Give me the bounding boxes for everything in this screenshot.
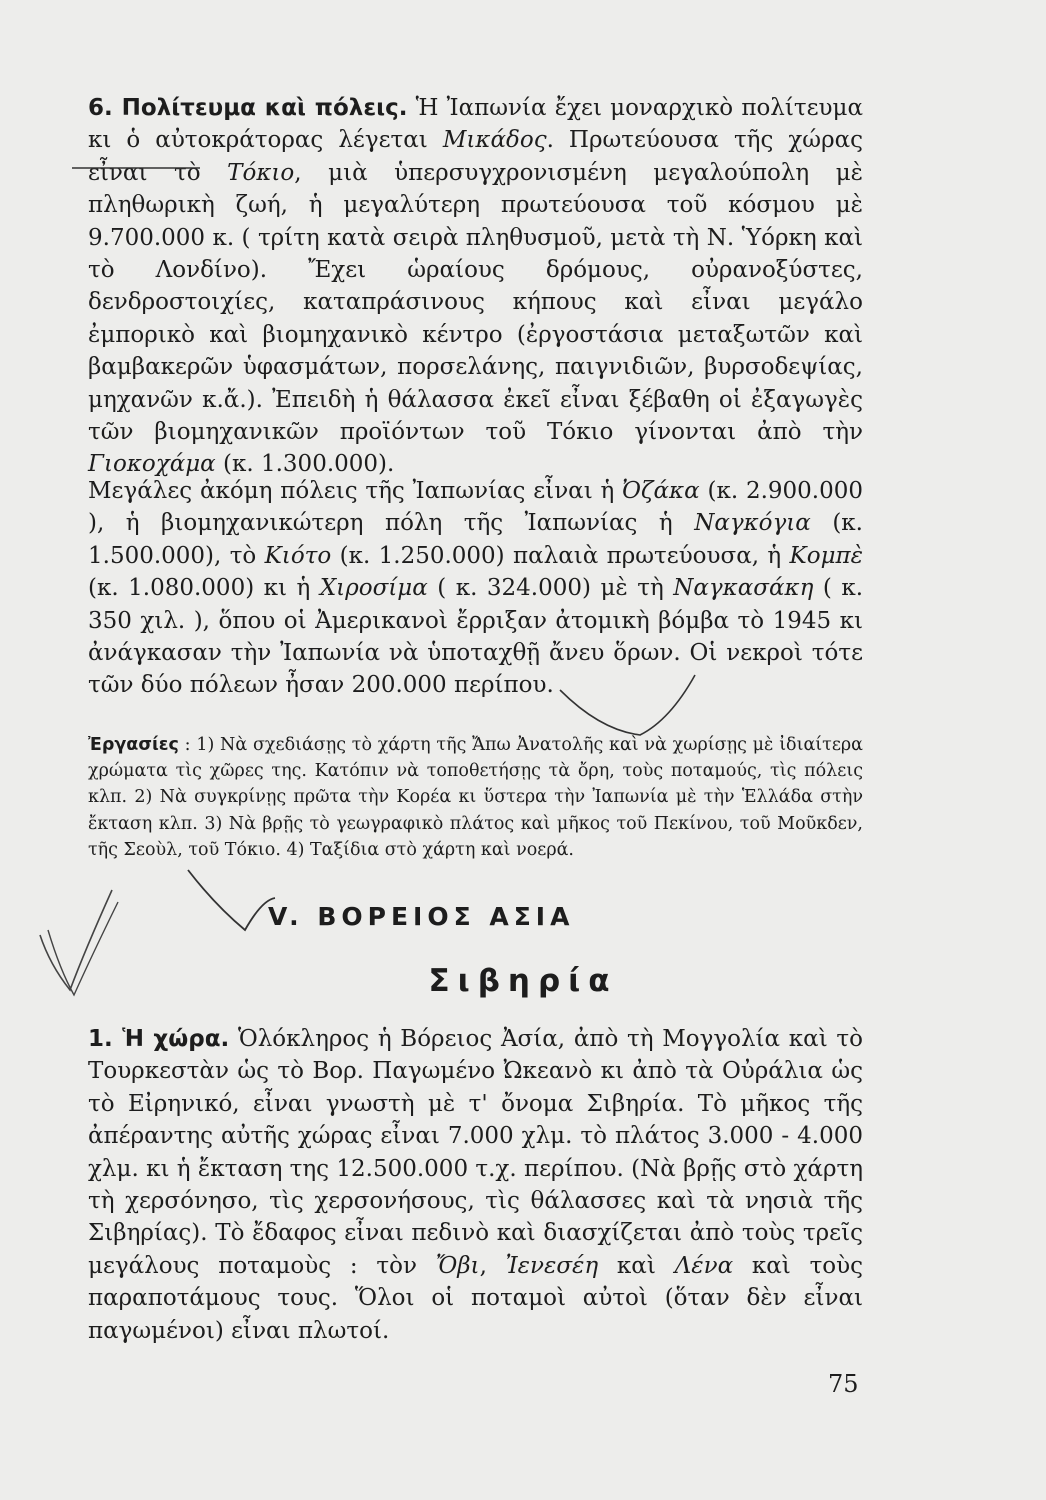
italic-term: Ὄβι — [435, 1252, 480, 1279]
italic-term: Μικάδος — [442, 127, 547, 154]
cities-paragraph — [88, 475, 863, 702]
text-run: (κ. 1.080.000) κι ἡ — [88, 575, 320, 602]
text-run: , μιὰ ὑπερσυγχρονισμένη μεγαλούπολη μὲ πληθωρικὴ ζωή, ἡ μεγαλύτερη πρωτεύουσα τοῦ κόσμου μὲ 9.700.000 κ. ( τρίτη κατὰ σειρὰ πληθυσμοῦ, μετὰ τὴ Ν. Ὑόρκη καὶ τὸ Λονδίνο). Ἔχει ὡραίους δρόμους, οὐρανοξύστες, δενδροστοιχίες, καταπράσινους κήπους καὶ εἶναι μεγάλο ἐμπορικὸ καὶ βιομηχανικὸ κέντρο (ἐργοστάσια μεταξωτῶν καὶ βαμβακερῶν ὑφασμάτων, πορσελάνης, παιγνιδιῶν, βυρσοδεψίας, μηχανῶν κ.ἄ.). Ἐπειδὴ ἡ θάλασσα ἐκεῖ εἶναι ξέβαθη οἱ ἐξαγωγὲς τῶν βιομηχανικῶν προϊόντων τοῦ Τόκιο γίνονται ἀπὸ τὴν — [88, 159, 863, 446]
text-run: (κ. 1.300.000). — [215, 451, 395, 478]
italic-term: Λένα — [674, 1252, 734, 1279]
check-mark — [188, 870, 275, 930]
italic-term: Χιροσίμα — [319, 575, 428, 602]
text-run: . Πρωτεύουσα τῆς χώρας εἶναι τὸ — [88, 127, 864, 186]
section-1-paragraph — [88, 1023, 863, 1347]
text-run: ( κ. 324.000) μὲ τὴ — [427, 575, 674, 602]
italic-term: Τόκιο — [227, 159, 295, 186]
italic-term: Γιοκοχάμα — [88, 451, 216, 478]
section-1-heading: 1. Ἡ χώρα. — [88, 1026, 230, 1052]
italic-term: Κιότο — [264, 542, 332, 569]
tasks-paragraph — [88, 732, 863, 863]
text-run: ( κ. 350 χιλ. ), ὅπου οἱ Ἀμερικανοὶ ἔρριξαν ἀτομικὴ βόμβα τὸ 1945 κι ἀνάγκασαν τὴν Ἰαπωνία νὰ ὑποταχθῇ ἄνευ ὅρων. Οἱ νεκροὶ τότε τῶν δύο πόλεων ἦσαν 200.000 περίπου. — [88, 575, 864, 699]
text-run: Ἡ Ἰαπωνία ἔχει μοναρχικὸ πολίτευμα κι ὁ αὐτοκράτορας λέγεται — [88, 95, 863, 154]
text-run: Μεγάλες ἀκόμη πόλεις τῆς Ἰαπωνίας εἶναι ἡ — [88, 478, 623, 504]
text-run: (κ. 1.250.000) παλαιὰ πρωτεύουσα, ἡ — [331, 542, 790, 569]
text-run: , — [479, 1252, 506, 1279]
italic-term: Ἰενεσέη — [505, 1252, 599, 1279]
italic-term: Ναγκόγια — [694, 510, 811, 537]
section-6-paragraph — [88, 92, 863, 481]
text-run: (κ. 1.500.000), τὸ — [88, 510, 863, 569]
section-6-heading: 6. Πολίτευμα καὶ πόλεις. — [88, 95, 408, 121]
chapter-subtitle: Σιβηρία — [428, 963, 618, 999]
page-number: 75 — [828, 1370, 859, 1398]
text-run: Ὁλόκληρος ἡ Βόρειος Ἀσία, ἀπὸ τὴ Μογγολία καὶ τὸ Τουρκεστὰν ὡς τὸ Βορ. Παγωμένο Ὠκεανὸ κι ἀπὸ τὰ Οὐράλια ὡς τὸ Εἰρηνικό, εἶναι γνωστὴ μὲ τ' ὄνομα Σιβηρία. Τὸ μῆκος τῆς ἀπέραντης αὐτῆς χώρας εἶναι 7.000 χλμ. τὸ πλάτος 3.000 - 4.000 χλμ. κι ἡ ἔκταση της 12.500.000 τ.χ. περίπου. (Νὰ βρῇς στὸ χάρτη τὴ χερσόνησο, τὶς χερσονήσους, τὶς θάλασσες καὶ τὰ νησιὰ τῆς Σιβηρίας). Τὸ ἔδαφος εἶναι πεδινὸ καὶ διασχίζεται ἀπὸ τοὺς τρεῖς μεγάλους ποταμοὺς : τὸν — [88, 1026, 863, 1279]
text-run: καὶ τοὺς παραποτάμους τους. Ὅλοι οἱ ποταμοὶ αὐτοὶ (ὅταν δὲν εἶναι παγωμένοι) εἶναι πλωτοί. — [88, 1252, 864, 1344]
part-title: V. ΒΟΡΕΙΟΣ ΑΣΙΑ — [268, 902, 575, 931]
italic-term: Κομπὲ — [789, 542, 863, 569]
tasks-label: Ἐργασίες — [88, 735, 179, 755]
italic-term: Ὀζάκα — [622, 478, 700, 504]
text-run: καὶ — [598, 1252, 675, 1279]
text-run: (κ. 2.900.000 ), ἡ βιομηχανικώτερη πόλη τῆς Ἰαπωνίας ἡ — [88, 478, 864, 537]
italic-term: Ναγκασάκη — [673, 575, 814, 602]
tasks-text: : 1) Νὰ σχεδιάσῃς τὸ χάρτη τῆς Ἄπω Ἀνατολῆς καὶ νὰ χωρίσῃς μὲ ἰδιαίτερα χρώματα τὶς χῶρες της. Κατόπιν νὰ τοποθετήσῃς τὰ ὄρη, τοὺς ποταμούς, τὶς πόλεις κλπ. 2) Νὰ συγκρίνῃς πρῶτα τὴν Κορέα κι ὕστερα τὴν Ἰαπωνία μὲ τὴν Ἑλλάδα στὴν ἔκταση κλπ. 3) Νὰ βρῇς τὸ γεωγραφικὸ πλάτος καὶ μῆκος τοῦ Πεκίνου, τοῦ Μοῦκδεν, τῆς Σεοὺλ, τοῦ Τόκιο. 4) Ταξίδια στὸ χάρτη καὶ νοερά. — [88, 735, 863, 860]
